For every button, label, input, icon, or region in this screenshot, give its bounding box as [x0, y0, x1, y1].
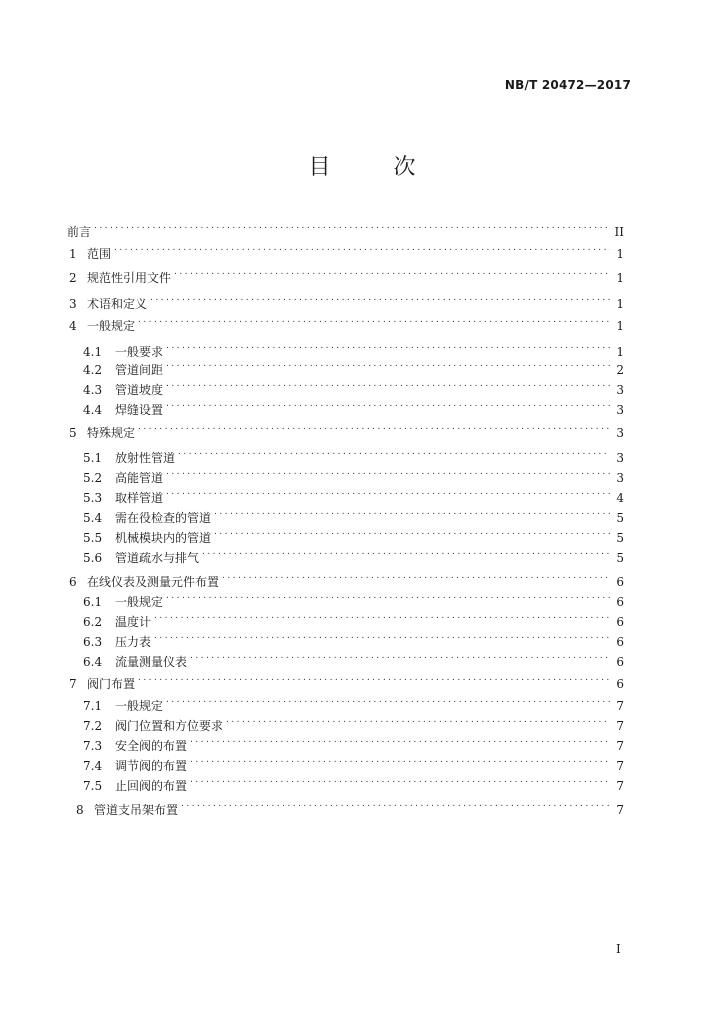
dot-leader [226, 710, 610, 730]
toc-entry-title: 术语和定义 [87, 297, 148, 311]
toc-entry-number: 8 [76, 803, 84, 817]
dot-leader [190, 730, 610, 750]
toc-entry-title: 管道坡度 [115, 383, 164, 397]
toc-entry-number: 7.4 [83, 759, 103, 773]
toc-entry-title: 放射性管道 [115, 451, 176, 465]
toc-entry[interactable] [69, 417, 624, 440]
toc-entry-title: 规范性引用文件 [87, 271, 172, 285]
toc-entry[interactable] [83, 542, 624, 565]
dot-leader [202, 542, 610, 562]
toc-entry[interactable] [69, 238, 624, 261]
toc-entry-number: 1 [69, 247, 77, 261]
toc-entry-page: 5 [616, 511, 624, 525]
toc-entry[interactable] [83, 354, 624, 377]
toc-entry-page: 7 [616, 779, 624, 793]
toc-entry-title: 管道疏水与排气 [115, 551, 200, 565]
page-number: I [616, 942, 621, 956]
toc-entry-page: 1 [616, 247, 624, 261]
toc-entry-number: 5.1 [83, 451, 103, 465]
toc-entry-title: 在线仪表及测量元件布置 [87, 575, 220, 589]
toc-entry[interactable] [83, 462, 624, 485]
toc-entry-number: 7.5 [83, 779, 103, 793]
page-title: 目 次 [308, 155, 444, 180]
toc-entry-page: 3 [616, 403, 624, 417]
toc-entry[interactable] [83, 586, 624, 609]
toc-entry-page: II [614, 225, 624, 239]
dot-leader [178, 442, 610, 462]
toc-entry-title: 前言 [67, 225, 92, 239]
toc-entry-title: 一般规定 [115, 595, 164, 609]
toc-entry[interactable] [83, 336, 624, 359]
toc-entry-title: 焊缝设置 [115, 403, 164, 417]
toc-entry-number: 4.1 [83, 345, 103, 359]
toc-entry-page: 7 [616, 803, 624, 817]
toc-entry[interactable] [83, 710, 624, 733]
toc-entry-page: 6 [616, 575, 624, 589]
toc-entry[interactable] [69, 566, 624, 589]
toc-entry-number: 4.3 [83, 383, 103, 397]
toc-entry-title: 安全阀的布置 [115, 739, 188, 753]
toc-entry-page: 6 [616, 595, 624, 609]
toc-entry-page: 1 [616, 319, 624, 333]
toc-entry-page: 7 [616, 759, 624, 773]
toc-entry-number: 5.5 [83, 531, 103, 545]
dot-leader [181, 794, 610, 814]
toc-entry[interactable] [67, 216, 624, 239]
toc-entry-number: 4.2 [83, 363, 103, 377]
toc-entry-page: 6 [616, 615, 624, 629]
toc-entry-number: 6.2 [83, 615, 103, 629]
toc-entry[interactable] [83, 394, 624, 417]
toc-entry-number: 7.1 [83, 699, 103, 713]
toc-entry-page: 7 [616, 699, 624, 713]
toc-entry-page: 4 [616, 491, 624, 505]
toc-entry-page: 6 [616, 635, 624, 649]
toc-entry-title: 阀门布置 [87, 677, 136, 691]
toc-entry-page: 2 [616, 363, 624, 377]
toc-entry[interactable] [69, 288, 624, 311]
toc-entry-number: 6.3 [83, 635, 103, 649]
dot-leader [150, 288, 610, 308]
dot-leader [138, 310, 610, 330]
dot-leader [166, 462, 610, 482]
toc-entry-number: 3 [69, 297, 77, 311]
toc-entry-title: 机械模块内的管道 [115, 531, 212, 545]
toc-entry-title: 止回阀的布置 [115, 779, 188, 793]
dot-leader [166, 374, 610, 394]
toc-entry-title: 一般规定 [87, 319, 136, 333]
dot-leader [154, 626, 610, 646]
toc-entry-number: 5.6 [83, 551, 103, 565]
toc-entry-page: 3 [616, 451, 624, 465]
toc-entry-title: 调节阀的布置 [115, 759, 188, 773]
toc-entry-title: 取样管道 [115, 491, 164, 505]
toc-entry-page: 3 [616, 471, 624, 485]
toc-entry-page: 7 [616, 739, 624, 753]
toc-entry-number: 7.2 [83, 719, 103, 733]
toc-entry-number: 5.2 [83, 471, 103, 485]
toc-entry-page: 6 [616, 655, 624, 669]
dot-leader [174, 262, 610, 282]
toc-entry-page: 1 [616, 271, 624, 285]
toc-entry-page: 3 [616, 426, 624, 440]
dot-leader [222, 566, 610, 586]
toc-entry[interactable] [83, 690, 624, 713]
toc-entry-title: 管道间距 [115, 363, 164, 377]
toc-entry-number: 4 [69, 319, 77, 333]
toc-entry[interactable] [69, 262, 624, 285]
dot-leader [166, 690, 610, 710]
toc-entry-number: 5.3 [83, 491, 103, 505]
toc-entry-title: 高能管道 [115, 471, 164, 485]
toc-entry-title: 温度计 [115, 615, 152, 629]
toc-entry-number: 7 [69, 677, 77, 691]
toc-entry[interactable] [83, 606, 624, 629]
toc-entry[interactable] [83, 502, 624, 525]
toc-entry-title: 一般要求 [115, 345, 164, 359]
toc-entry-page: 3 [616, 383, 624, 397]
toc-entry-title: 管道支吊架布置 [94, 803, 179, 817]
toc-entry-page: 6 [616, 677, 624, 691]
toc-entry-page: 5 [616, 551, 624, 565]
dot-leader [214, 502, 610, 522]
dot-leader [114, 238, 610, 258]
toc-entry-page: 5 [616, 531, 624, 545]
dot-leader [190, 646, 610, 666]
toc-entry-number: 7.3 [83, 739, 103, 753]
dot-leader [166, 482, 610, 502]
dot-leader [214, 522, 610, 542]
dot-leader [94, 216, 610, 236]
toc-entry-page: 7 [616, 719, 624, 733]
dot-leader [166, 336, 610, 356]
dot-leader [138, 668, 610, 688]
toc-entry[interactable] [83, 750, 624, 773]
toc-entry-page: 1 [616, 297, 624, 311]
toc-entry-number: 5.4 [83, 511, 103, 525]
toc-entry[interactable] [83, 374, 624, 397]
toc-entry-page: 1 [616, 345, 624, 359]
toc-entry-number: 6.4 [83, 655, 103, 669]
toc-entry-title: 范围 [87, 247, 112, 261]
toc-entry[interactable] [83, 646, 624, 669]
dot-leader [138, 417, 610, 437]
toc-entry-number: 5 [69, 426, 77, 440]
toc-entry-number: 2 [69, 271, 77, 285]
toc-entry[interactable] [83, 442, 624, 465]
dot-leader [166, 394, 610, 414]
toc-entry-title: 压力表 [115, 635, 152, 649]
dot-leader [190, 770, 610, 790]
dot-leader [154, 606, 610, 626]
toc-entry-title: 阀门位置和方位要求 [115, 719, 224, 733]
toc-entry-number: 6.1 [83, 595, 103, 609]
toc-entry-title: 特殊规定 [87, 426, 136, 440]
toc-entry-title: 需在役检查的管道 [115, 511, 212, 525]
toc-entry[interactable] [69, 310, 624, 333]
dot-leader [166, 354, 610, 374]
toc-entry[interactable] [83, 482, 624, 505]
dot-leader [166, 586, 610, 606]
dot-leader [190, 750, 610, 770]
toc-entry[interactable] [83, 730, 624, 753]
toc-entry[interactable] [76, 794, 624, 817]
toc-entry[interactable] [83, 626, 624, 649]
toc-entry[interactable] [83, 522, 624, 545]
toc-entry[interactable] [69, 668, 624, 691]
document-code: NB/T 20472—2017 [504, 78, 631, 92]
toc-entry-title: 流量测量仪表 [115, 655, 188, 669]
toc-entry[interactable] [83, 770, 624, 793]
toc-entry-number: 4.4 [83, 403, 103, 417]
toc-entry-title: 一般规定 [115, 699, 164, 713]
toc-entry-number: 6 [69, 575, 77, 589]
